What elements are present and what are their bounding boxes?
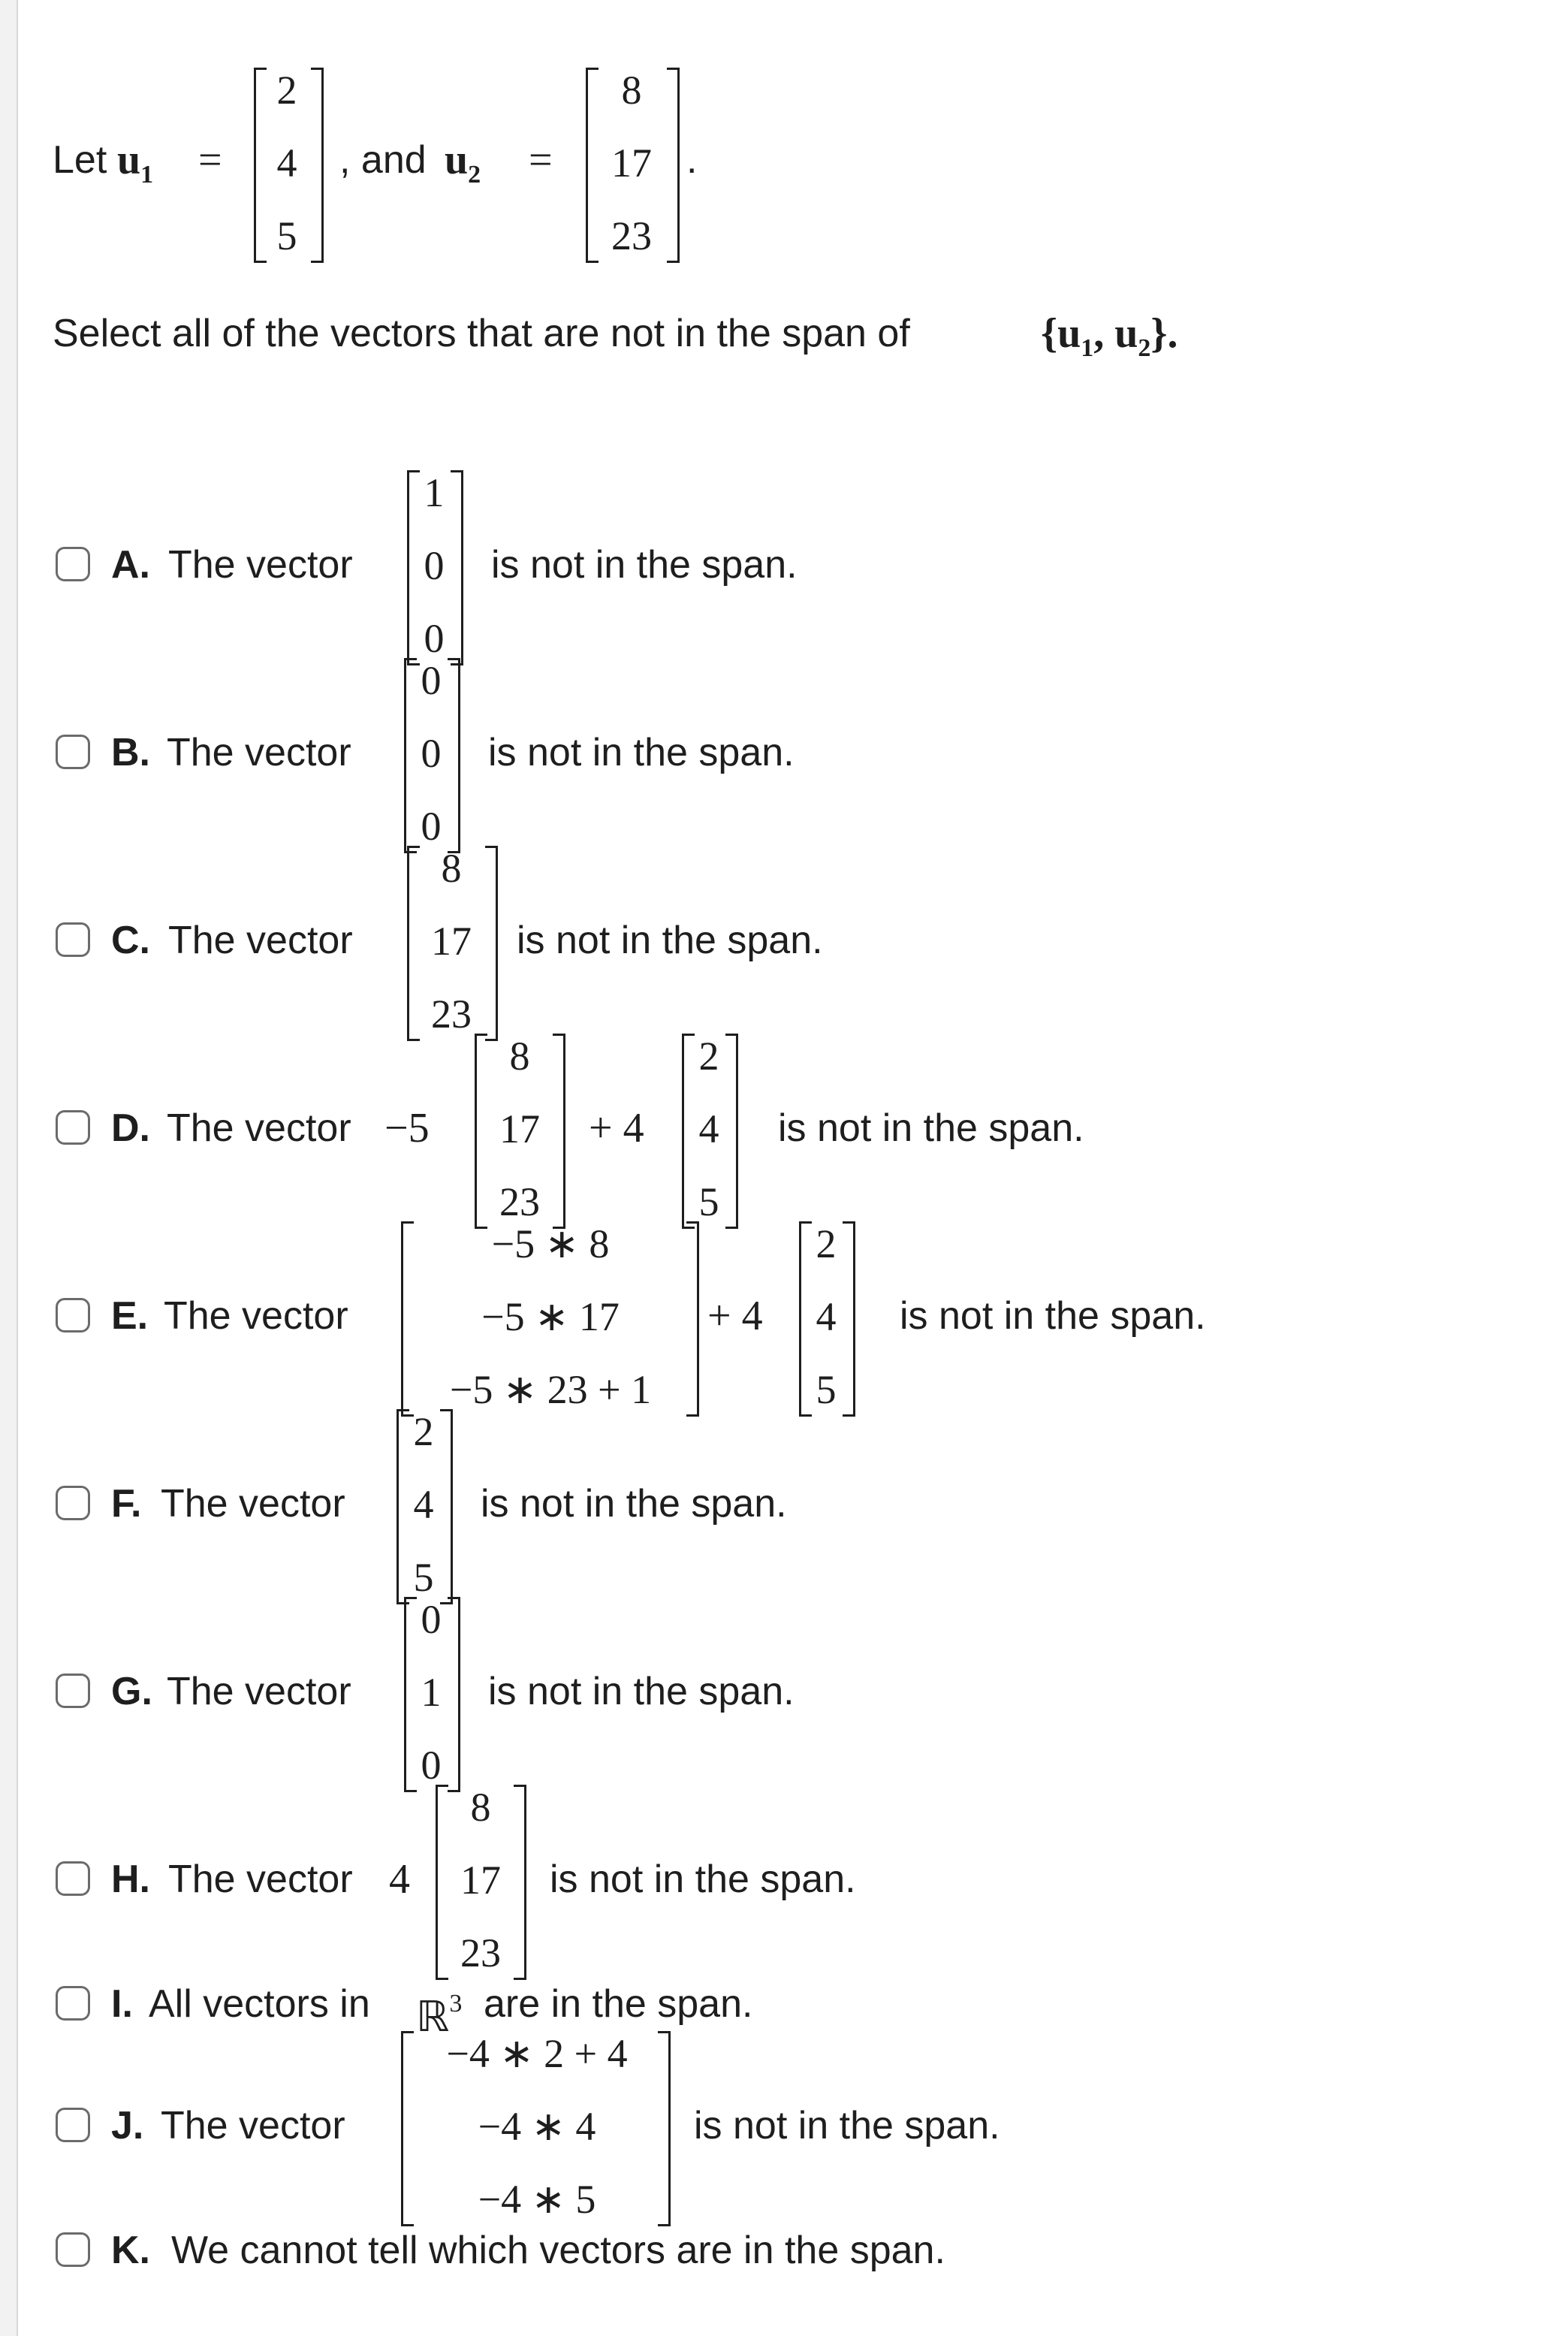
and-label: , and (339, 138, 427, 182)
right-bracket (485, 846, 498, 1041)
period: . (686, 138, 698, 182)
option-k-checkbox[interactable] (56, 2232, 90, 2267)
option-f-text[interactable]: The vector (161, 1482, 345, 1526)
option-a-vector: 1 0 0 (424, 470, 445, 661)
option-g-checkbox[interactable] (56, 1674, 90, 1708)
span-set: {$u_1$, $u_2$}. (1041, 310, 1178, 362)
option-b-checkbox[interactable] (56, 735, 90, 769)
option-e-letter: E. (111, 1294, 149, 1338)
option-e-tail: is not in the span. (900, 1294, 1206, 1338)
right-bracket (667, 68, 680, 263)
equals-sign: = (198, 137, 222, 183)
option-g-letter: G. (111, 1670, 152, 1713)
option-f-letter: F. (111, 1482, 142, 1526)
option-i-space-symbol: ℝ$^3$ (416, 1990, 463, 2041)
option-h-letter: H. (111, 1858, 150, 1901)
option-d-vector: 8 17 23 (499, 1034, 540, 1224)
u1-symbol: $u_1$ (117, 137, 154, 189)
option-j-letter: J. (111, 2104, 144, 2147)
option-h-coefficient: 4 (389, 1856, 410, 1903)
right-bracket (311, 68, 324, 263)
option-i-text[interactable]: All vectors in (149, 1982, 370, 2026)
right-bracket (440, 1409, 453, 1604)
option-b-tail: is not in the span. (488, 731, 795, 774)
option-e-checkbox[interactable] (56, 1298, 90, 1332)
u1-vector: 2 4 5 (276, 68, 297, 258)
option-j-checkbox[interactable] (56, 2108, 90, 2142)
right-bracket (451, 470, 463, 665)
right-bracket (448, 658, 460, 853)
option-j-text[interactable]: The vector (161, 2104, 345, 2147)
option-b-letter: B. (111, 731, 150, 774)
right-bracket (553, 1034, 565, 1229)
option-j-tail: is not in the span. (694, 2104, 1000, 2147)
equals-sign: = (529, 137, 553, 183)
option-f-checkbox[interactable] (56, 1486, 90, 1520)
option-d-tail: is not in the span. (778, 1106, 1084, 1150)
option-d-plus: + 4 (589, 1105, 644, 1151)
option-c-checkbox[interactable] (56, 922, 90, 957)
option-d-vector-2: 2 4 5 (698, 1034, 719, 1224)
option-f-tail: is not in the span. (481, 1482, 787, 1526)
option-c-text[interactable]: The vector (168, 919, 353, 962)
option-b-vector: 0 0 0 (421, 658, 442, 849)
option-d-coefficient: −5 (384, 1105, 430, 1151)
right-bracket (658, 2031, 671, 2226)
option-g-tail: is not in the span. (488, 1670, 795, 1713)
option-g-text[interactable]: The vector (167, 1670, 351, 1713)
option-h-text[interactable]: The vector (168, 1858, 353, 1901)
right-bracket (725, 1034, 738, 1229)
option-g-vector: 0 1 0 (421, 1597, 442, 1788)
u2-symbol: $u_2$ (445, 137, 481, 189)
right-bracket (448, 1597, 460, 1792)
option-e-text[interactable]: The vector (164, 1294, 348, 1338)
let-label: Let (53, 138, 107, 182)
u2-vector: 8 17 23 (611, 68, 652, 258)
right-bracket (843, 1221, 855, 1417)
option-a-checkbox[interactable] (56, 547, 90, 581)
option-e-vector: −5 ∗ 8 −5 ∗ 17 −5 ∗ 23 + 1 (449, 1221, 652, 1412)
right-bracket (514, 1785, 526, 1980)
option-h-checkbox[interactable] (56, 1861, 90, 1896)
option-k-text[interactable]: We cannot tell which vectors are in the span. (171, 2229, 945, 2272)
option-c-tail: is not in the span. (517, 919, 823, 962)
option-a-text[interactable]: The vector (168, 543, 353, 587)
option-d-checkbox[interactable] (56, 1110, 90, 1145)
option-i-checkbox[interactable] (56, 1986, 90, 2021)
option-c-letter: C. (111, 919, 150, 962)
option-d-letter: D. (111, 1106, 150, 1150)
right-bracket (686, 1221, 699, 1417)
question-panel (17, 0, 1568, 2336)
option-j-vector: −4 ∗ 2 + 4 −4 ∗ 4 −4 ∗ 5 (446, 2031, 628, 2222)
option-i-letter: I. (111, 1982, 133, 2026)
option-b-text[interactable]: The vector (167, 731, 351, 774)
option-a-letter: A. (111, 543, 150, 587)
option-h-tail: is not in the span. (550, 1858, 856, 1901)
option-c-vector: 8 17 23 (431, 846, 472, 1037)
option-k-letter: K. (111, 2229, 150, 2272)
option-e-plus: + 4 (707, 1293, 763, 1339)
option-h-vector: 8 17 23 (460, 1785, 501, 1975)
question-text: Select all of the vectors that are not in the span of (53, 312, 910, 355)
option-f-vector: 2 4 5 (413, 1409, 434, 1600)
option-a-tail: is not in the span. (491, 543, 798, 587)
option-d-text[interactable]: The vector (167, 1106, 351, 1150)
option-e-vector-2: 2 4 5 (816, 1221, 837, 1412)
option-i-tail: are in the span. (484, 1982, 753, 2026)
